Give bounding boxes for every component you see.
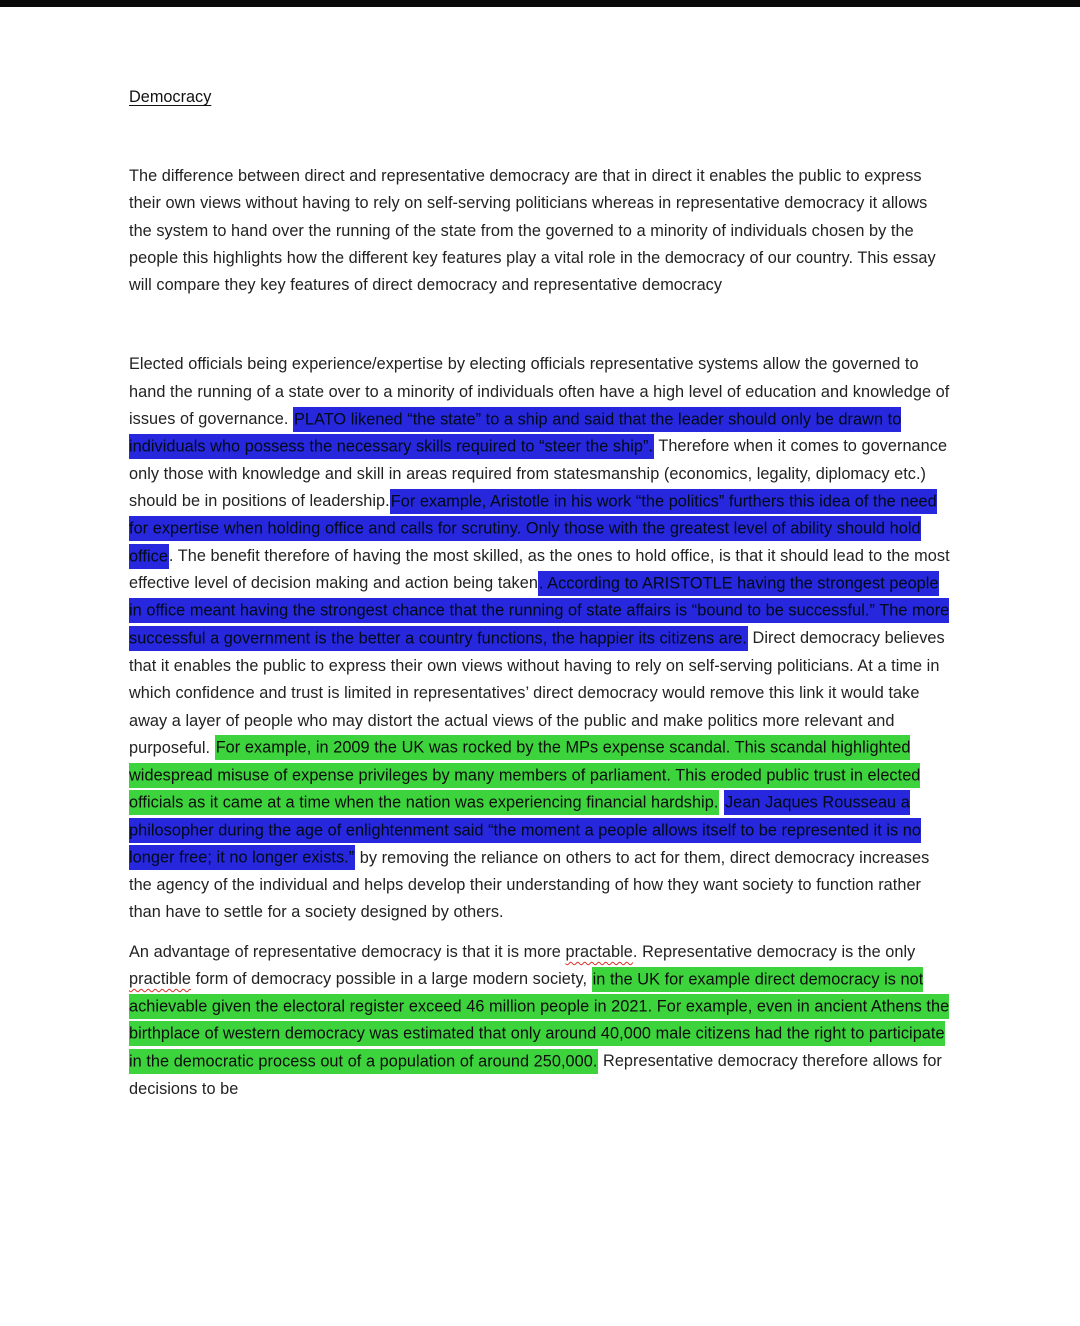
blue-highlight-run[interactable]: For example, Aristotle in his work “the politics” furthers this idea of the need for expertise when holding office and calls for scrutiny. Only those with the greatest level of ability should hold office bbox=[129, 489, 937, 569]
paragraph-expertise[interactable] bbox=[129, 351, 951, 927]
misspelled-word[interactable]: practable bbox=[565, 942, 633, 961]
blue-highlight-run[interactable]: Jean Jaques Rousseau a philosopher during the age of enlightenment said “the moment a people allows itself to be represented it is no longer free; it no longer exists.” bbox=[129, 790, 921, 870]
paragraph-practicality[interactable] bbox=[129, 939, 951, 1103]
document-title[interactable]: Democracy bbox=[129, 88, 212, 106]
blue-highlight-run[interactable]: PLATO likened “the state” to a ship and said that the leader should only be drawn to individuals who possess the necessary skills required to “steer the ship”. bbox=[129, 407, 901, 459]
text-run[interactable]: Direct democracy believes that it enables the public to express their own views without having to rely on self-serving politicians. At a time in which confidence and trust is limited in representatives’ direct democracy would remove this link it would take away a layer of people who may distort the actual views of the public and make politics more relevant and purposeful. bbox=[129, 629, 945, 757]
misspelled-word[interactable]: practible bbox=[129, 970, 191, 989]
text-run[interactable]: . Representative democracy is the only bbox=[632, 942, 916, 961]
text-run[interactable]: Elected officials being experience/expertise by electing officials representative systems allow the governed to hand the running of a state over to a minority of individuals often have a high level of education and knowledge of issues of governance. bbox=[129, 355, 950, 429]
text-run[interactable]: . The benefit therefore of having the most skilled, as the ones to hold office, is that it should lead to the most effective level of decision making and action being taken bbox=[129, 547, 950, 593]
paragraph-blank-1[interactable] bbox=[129, 123, 951, 150]
text-run[interactable]: The difference between direct and representative democracy are that in direct it enables the public to express their own views without having to rely on self-serving politicians whereas in representative democracy it allows the system to hand over the running of the state from the governed to a minority of individuals chosen by the people this highlights how the different key features play a vital role in the democracy of our country. This essay will compare they key features of direct democracy and representative democracy bbox=[129, 166, 936, 295]
document-page[interactable] bbox=[0, 7, 1080, 1326]
window-top-edge bbox=[0, 0, 1080, 7]
paragraph-blank-2[interactable] bbox=[129, 312, 951, 339]
blue-highlight-run[interactable]: . According to ARISTOTLE having the strongest people in office meant having the strongest chance that the running of state affairs is “bound to be successful.” The more successful a government is the better a country functions, the happier its citizens are. bbox=[129, 571, 949, 651]
paragraph-intro[interactable] bbox=[129, 163, 951, 300]
text-run[interactable]: Representative democracy therefore allows for decisions to be bbox=[129, 1052, 942, 1098]
document-body[interactable] bbox=[129, 123, 951, 1103]
text-run[interactable]: An advantage of representative democracy is that it is more bbox=[129, 942, 566, 961]
text-run[interactable]: form of democracy possible in a large modern society, bbox=[191, 970, 592, 989]
green-highlight-run[interactable]: For example, in 2009 the UK was rocked by the MPs expense scandal. This scandal highlighted widespread misuse of expense privileges by many members of parliament. This eroded public trust in elected officials as it came at a time when the nation was experiencing financial hardship. bbox=[129, 735, 920, 815]
green-highlight-run[interactable]: in the UK for example direct democracy is not achievable given the electoral register exceed 46 million people in 2021. For example, even in ancient Athens the birthplace of western democracy was estimated that only around 40,000 male citizens had the right to participate in the democratic process out of a population of around 250,000. bbox=[129, 967, 949, 1074]
text-run[interactable]: by removing the reliance on others to act for them, direct democracy increases the agency of the individual and helps develop their understanding of how they want society to function rather than have to settle for a society designed by others. bbox=[129, 848, 930, 922]
text-run[interactable]: Therefore when it comes to governance only those with knowledge and skill in areas required from statesmanship (economics, legality, diplomacy etc.) should be in positions of leadership. bbox=[129, 437, 948, 511]
